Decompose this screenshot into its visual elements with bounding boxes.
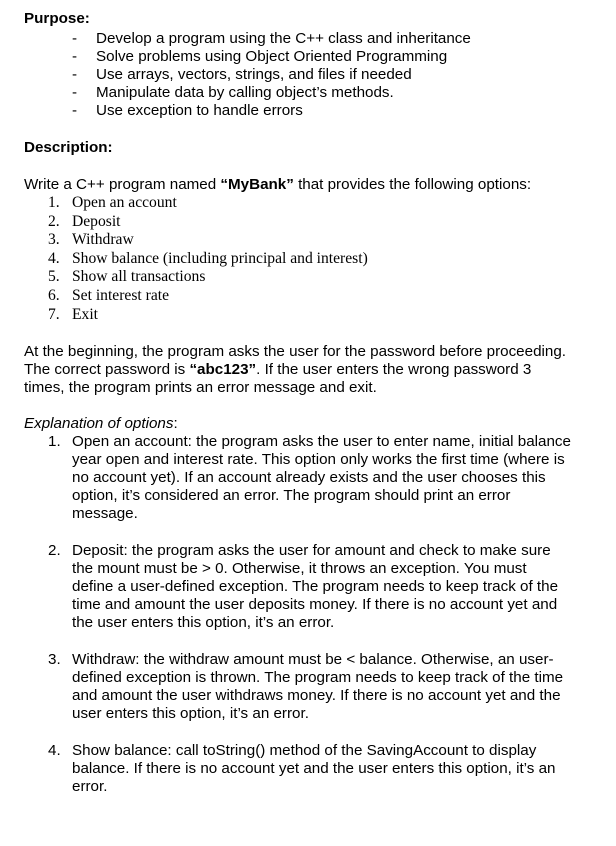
intro-text: Write a C++ program named — [24, 176, 221, 193]
purpose-item: Develop a program using the C++ class and inheritance — [96, 30, 471, 47]
purpose-heading: Purpose: — [24, 10, 90, 27]
explanation-line: option, it’s considered an error. The program should print an error — [72, 487, 511, 504]
option-number: 7. — [48, 306, 60, 323]
explanation-line: year open and interest rate. This option only works the first time (where is — [72, 451, 565, 468]
intro-text: that provides the following options: — [293, 176, 532, 193]
bullet-marker: - — [72, 48, 78, 65]
option-text: Set interest rate — [72, 287, 169, 304]
explanation-line: Withdraw: the withdraw amount must be < balance. Otherwise, an user- — [72, 651, 554, 668]
purpose-item: Solve problems using Object Oriented Programming — [96, 48, 448, 65]
explanation-line: message. — [72, 505, 138, 522]
paragraph-line: times, the program prints an error message and exit. — [24, 379, 377, 396]
option-text: Show all transactions — [72, 268, 206, 285]
explanation-heading — [24, 415, 178, 432]
option-text: Exit — [72, 306, 98, 323]
bullet-marker: - — [72, 66, 78, 83]
option-text: Show balance (including principal and interest) — [72, 250, 368, 267]
bullet-marker: - — [72, 30, 78, 47]
explanation-line: no account yet). If an account already exists and the user chooses this — [72, 469, 546, 486]
program-name: “MyBank” — [220, 176, 294, 193]
explanation-line: time and amount the user deposits money. If there is no account yet and — [72, 596, 558, 613]
explanation-number: 1. — [48, 433, 61, 450]
explanation-number: 3. — [48, 651, 61, 668]
explanation-line: user enters this option, it’s an error. — [72, 705, 309, 722]
option-number: 5. — [48, 268, 60, 285]
description-intro — [24, 176, 531, 193]
paragraph-line — [24, 361, 531, 378]
option-number: 6. — [48, 287, 60, 304]
explanation-line: defined exception is thrown. The program needs to keep track of the time — [72, 669, 564, 686]
purpose-item: Manipulate data by calling object’s methods. — [96, 84, 394, 101]
explanation-heading-colon: : — [173, 415, 178, 432]
password-text: . If the user enters the wrong password 3 — [256, 361, 532, 378]
option-number: 1. — [48, 194, 60, 211]
bullet-marker: - — [72, 102, 78, 119]
purpose-item: Use arrays, vectors, strings, and files if needed — [96, 66, 412, 83]
explanation-line: balance. If there is no account yet and the user enters this option, it’s an — [72, 760, 556, 777]
explanation-line: error. — [72, 778, 108, 795]
explanation-heading-text: Explanation of options — [24, 415, 174, 432]
explanation-line: the user enters this option, it’s an error. — [72, 614, 335, 631]
password-text: The correct password is — [24, 361, 190, 378]
option-text: Deposit — [72, 213, 121, 230]
explanation-line: the mount must be > 0. Otherwise, it throws an exception. You must — [72, 560, 527, 577]
option-number: 3. — [48, 231, 60, 248]
explanation-line: define a user-defined exception. The program needs to keep track of the — [72, 578, 559, 595]
purpose-item: Use exception to handle errors — [96, 102, 303, 119]
option-number: 2. — [48, 213, 60, 230]
explanation-number: 2. — [48, 542, 61, 559]
explanation-line: Show balance: call toString() method of the SavingAccount to display — [72, 742, 537, 759]
explanation-number: 4. — [48, 742, 61, 759]
explanation-line: Deposit: the program asks the user for amount and check to make sure — [72, 542, 551, 559]
explanation-line: Open an account: the program asks the user to enter name, initial balance — [72, 433, 571, 450]
password-value: “abc123” — [189, 361, 257, 378]
description-heading: Description: — [24, 139, 113, 156]
bullet-marker: - — [72, 84, 78, 101]
option-text: Open an account — [72, 194, 177, 211]
paragraph-line: At the beginning, the program asks the user for the password before proceeding. — [24, 343, 567, 360]
option-number: 4. — [48, 250, 60, 267]
option-text: Withdraw — [72, 231, 134, 248]
explanation-line: and amount the user withdraws money. If there is no account yet and the — [72, 687, 561, 704]
